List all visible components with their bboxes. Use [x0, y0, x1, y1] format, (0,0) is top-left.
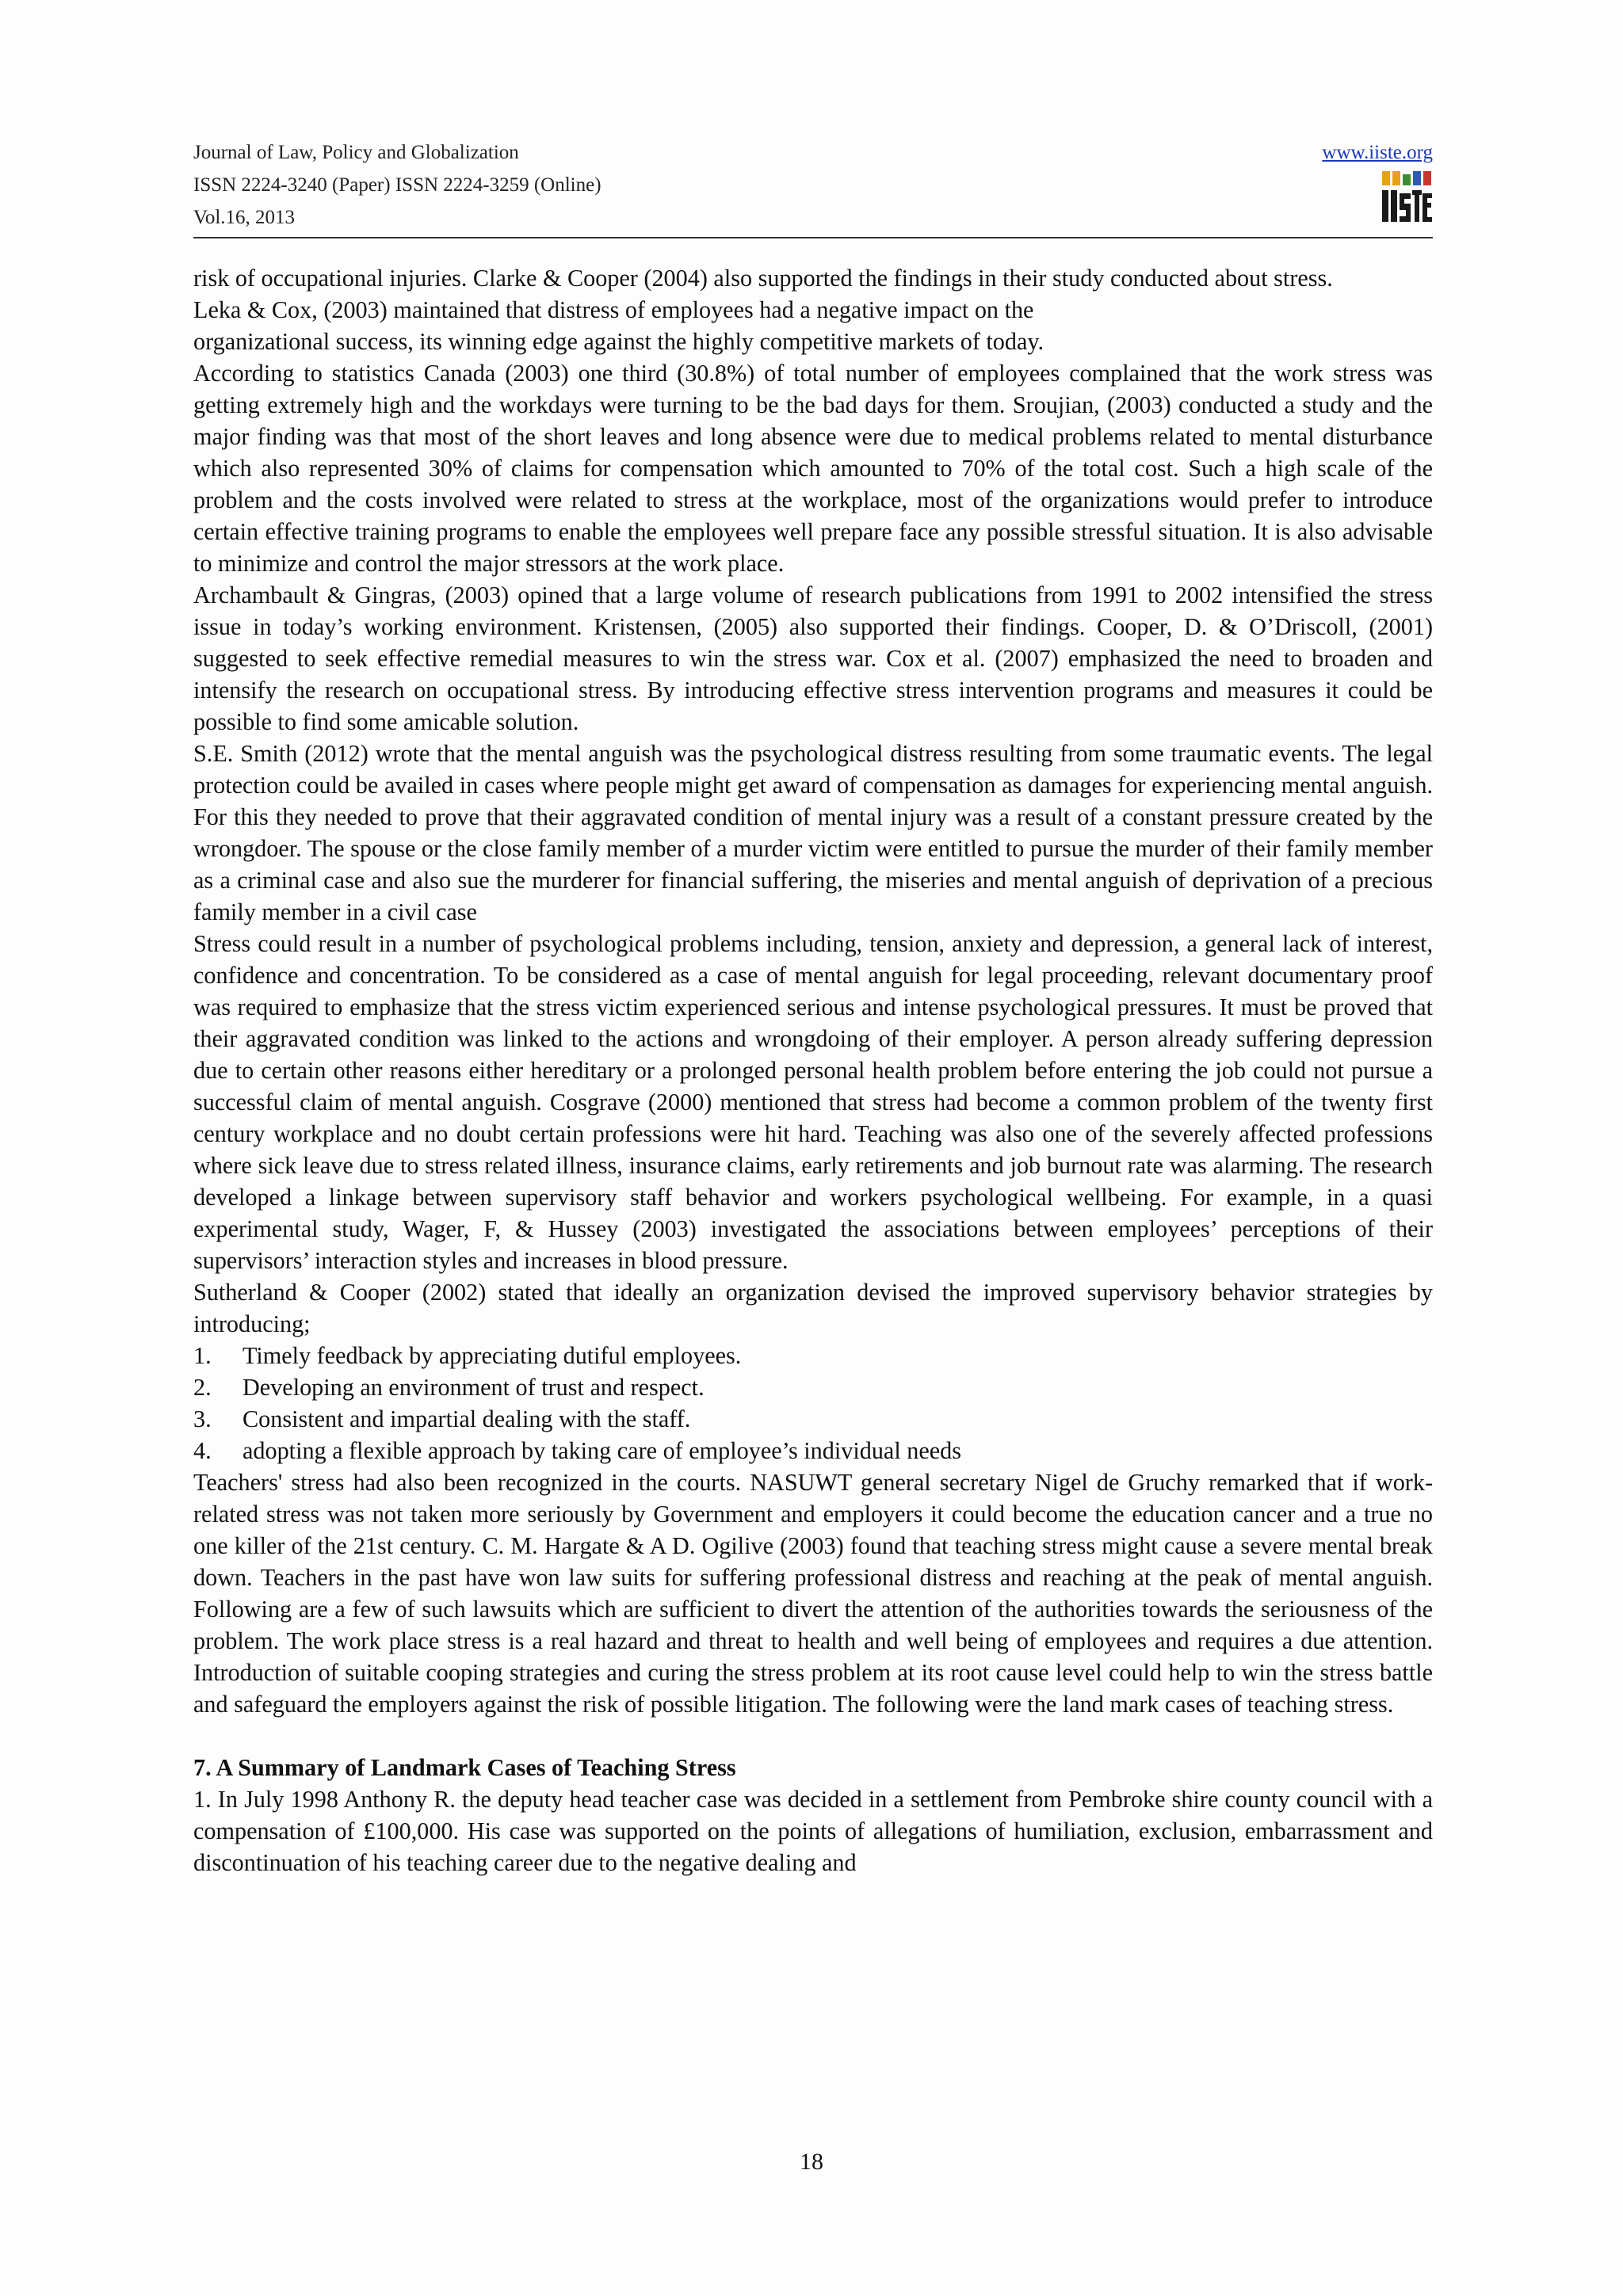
- website-link[interactable]: www.iiste.org: [1322, 142, 1433, 163]
- section-heading: 7. A Summary of Landmark Cases of Teaching Stress: [193, 1754, 736, 1781]
- list-item-number: 1.: [193, 1342, 212, 1369]
- body-paragraph: Stress could result in a number of psychological problems including, tension, anxiety and depression, a general lack of interest, confidence and concentration. To be considered as a case of mental anguish for legal proceeding, relevant documentary proof was required to emphasize that the stress victim experienced serious and intense psychological pressures. It must be proved that their aggravated condition was linked to the actions and wrongdoing of their employer. A person already suffering depression due to certain other reasons either hereditary or a prolonged personal health problem before entering the job could not pursue a successful claim of mental anguish. Cosgrave (2000) mentioned that stress had become a common problem of the twenty first century workplace and no doubt certain professions were hit hard. Teaching was also one of the severely affected professions where sick leave due to stress related illness, insurance claims, early retirements and job burnout rate was alarming. The research developed a linkage between supervisory staff behavior and workers psychological wellbeing. For example, in a quasi experimental study, Wager, F, & Hussey (2003) investigated the associations between employees’ perceptions of their supervisors’ interaction styles and increases in blood pressure.: [193, 930, 1433, 1274]
- list-item-text: Developing an environment of trust and respect.: [242, 1374, 705, 1401]
- list-item: [193, 1435, 1433, 1466]
- body-paragraph: S.E. Smith (2012) wrote that the mental anguish was the psychological distress resulting from some traumatic events. The legal protection could be availed in cases where people might get award of compensation as damages for experiencing mental anguish. For this they needed to prove that their aggravated condition of mental injury was a result of a constant pressure created by the wrongdoer. The spouse or the close family member of a murder victim were entitled to pursue the murder of their family member as a criminal case and also sue the murderer for financial suffering, the miseries and mental anguish of deprivation of a precious family member in a civil case: [193, 740, 1433, 925]
- list-item: [193, 1340, 1433, 1371]
- body-paragraph: Sutherland & Cooper (2002) stated that ideally an organization devised the improved supervisory behavior strategies by introducing;: [193, 1279, 1433, 1337]
- page-header: [193, 136, 1433, 234]
- list-item-number: 3.: [193, 1405, 212, 1432]
- page-number: 18: [800, 2149, 823, 2175]
- list-item-text: adopting a flexible approach by taking care of employee’s individual needs: [242, 1437, 961, 1464]
- list-item-text: Timely feedback by appreciating dutiful employees.: [242, 1342, 742, 1369]
- supervisory-strategies-list: [193, 1340, 1433, 1466]
- body-paragraph: Teachers' stress had also been recognized in the courts. NASUWT general secretary Nigel de Gruchy remarked that if work-related stress was not taken more seriously by Government and employers it could become the education cancer and a true no one killer of the 21st century. C. M. Hargate & A D. Ogilive (2003) found that teaching stress might cause a severe mental break down. Teachers in the past have won law suits for suffering professional distress and reaching at the peak of mental anguish. Following are a few of such lawsuits which are sufficient to divert the attention of the authorities towards the seriousness of the problem. The work place stress is a real hazard and threat to health and well being of employees and requires a due attention. Introduction of suitable cooping strategies and curing the stress problem at its root cause level could help to win the stress battle and safeguard the employers against the risk of possible litigation. The following were the land mark cases of teaching stress.: [193, 1469, 1433, 1718]
- journal-title: Journal of Law, Policy and Globalization: [193, 142, 519, 163]
- body-paragraph: organizational success, its winning edge against the highly competitive markets of today.: [193, 328, 1044, 355]
- list-item: [193, 1403, 1433, 1435]
- body-paragraph: According to statistics Canada (2003) one third (30.8%) of total number of employees complained that the work stress was getting extremely high and the workdays were turning to be the bad days for them. Sroujian, (2003) conducted a study and the major finding was that most of the short leaves and long absence were due to medical problems related to mental disturbance which also represented 30% of claims for compensation which amounted to 70% of the total cost. Such a high scale of the problem and the costs involved were related to stress at the workplace, most of the organizations would prefer to introduce certain effective training programs to enable the employees well prepare face any possible stressful situation. It is also advisable to minimize and control the major stressors at the work place.: [193, 360, 1433, 577]
- iiste-logo: [1381, 170, 1433, 225]
- article-body: [193, 262, 1433, 1878]
- journal-volume: Vol.16, 2013: [193, 207, 296, 228]
- body-paragraph: Archambault & Gingras, (2003) opined that a large volume of research publications from 1991 to 2002 intensified the stress issue in today’s working environment. Kristensen, (2005) also supported their findings. Cooper, D. & O’Driscoll, (2001) suggested to seek effective remedial measures to win the stress war. Cox et al. (2007) emphasized the need to broaden and intensify the research on occupational stress. By introducing effective stress intervention programs and measures it could be possible to find some amicable solution.: [193, 582, 1433, 735]
- list-item-number: 2.: [193, 1374, 212, 1401]
- body-paragraph: risk of occupational injuries. Clarke & Cooper (2004) also supported the findings in their study conducted about stress.: [193, 265, 1333, 292]
- body-paragraph: Leka & Cox, (2003) maintained that distress of employees had a negative impact on the: [193, 296, 1034, 323]
- list-item-number: 4.: [193, 1437, 212, 1464]
- journal-issn: ISSN 2224-3240 (Paper) ISSN 2224-3259 (Online): [193, 174, 601, 196]
- section-paragraph: 1. In July 1998 Anthony R. the deputy head teacher case was decided in a settlement from Pembroke shire county council with a compensation of £100,000. His case was supported on the points of allegations of humiliation, exclusion, embarrassment and discontinuation of his teaching career due to the negative dealing and: [193, 1786, 1433, 1876]
- list-item: [193, 1371, 1433, 1403]
- header-divider: [193, 237, 1433, 238]
- list-item-text: Consistent and impartial dealing with the staff.: [242, 1405, 691, 1432]
